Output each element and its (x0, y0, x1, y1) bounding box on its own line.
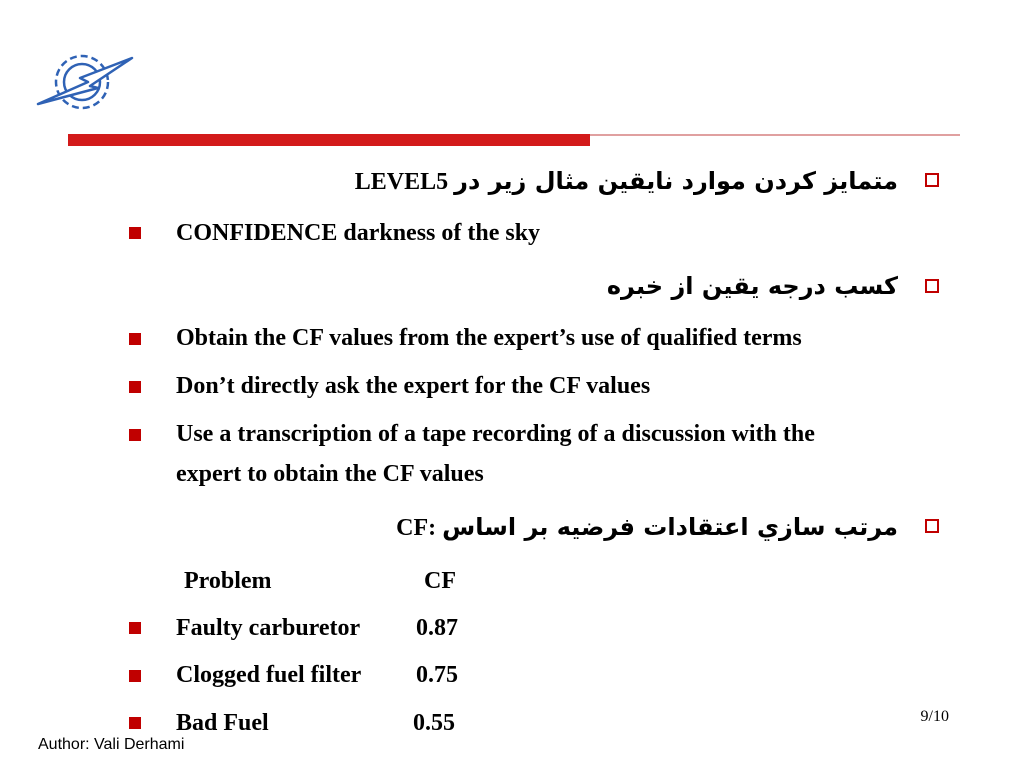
author-credit: Author: Vali Derhami (38, 736, 185, 753)
table-header-cf: CF (424, 568, 456, 594)
page-number: 9/10 (920, 708, 949, 725)
square-bullet (129, 333, 141, 345)
square-bullet (129, 227, 141, 239)
square-bullet (129, 381, 141, 393)
table-row-problem: Bad Fuel (176, 710, 269, 736)
hollow-square-bullet (925, 519, 939, 533)
bullet-item-level5: متمایز کردن موارد نایقین مثال زیر در LEVEL5 (354, 167, 898, 195)
square-bullet (129, 717, 141, 729)
table-row-problem: Faulty carburetor (176, 615, 361, 641)
table-row-cf: 0.75 (416, 662, 458, 688)
square-bullet (129, 670, 141, 682)
title-divider-red (68, 134, 590, 146)
bullet-item-transcription-line2: expert to obtain the CF values (176, 461, 484, 487)
hollow-square-bullet (925, 279, 939, 293)
bullet-item-transcription-line1: Use a transcription of a tape recording of a discussion with the (176, 421, 815, 447)
hollow-square-bullet (925, 173, 939, 187)
title-divider-thin (590, 134, 960, 136)
square-bullet (129, 429, 141, 441)
table-header-problem: Problem (184, 568, 272, 594)
bullet-item-obtain-cf: Obtain the CF values from the expert’s use of qualified terms (176, 325, 802, 351)
bullet-item-rank-hypotheses: مرتب سازي اعتقادات فرضيه بر اساس CF: (396, 513, 898, 541)
university-logo (34, 42, 136, 120)
table-row-cf: 0.87 (416, 615, 458, 641)
square-bullet (129, 622, 141, 634)
bullet-item-expert-confidence: کسب درجه یقین از خبره (606, 272, 898, 300)
table-row-cf: 0.55 (413, 710, 455, 736)
table-row-problem: Clogged fuel filter (176, 662, 362, 688)
bullet-item-confidence: CONFIDENCE darkness of the sky (176, 220, 541, 246)
bullet-item-dont-ask: Don’t directly ask the expert for the CF values (176, 373, 651, 399)
